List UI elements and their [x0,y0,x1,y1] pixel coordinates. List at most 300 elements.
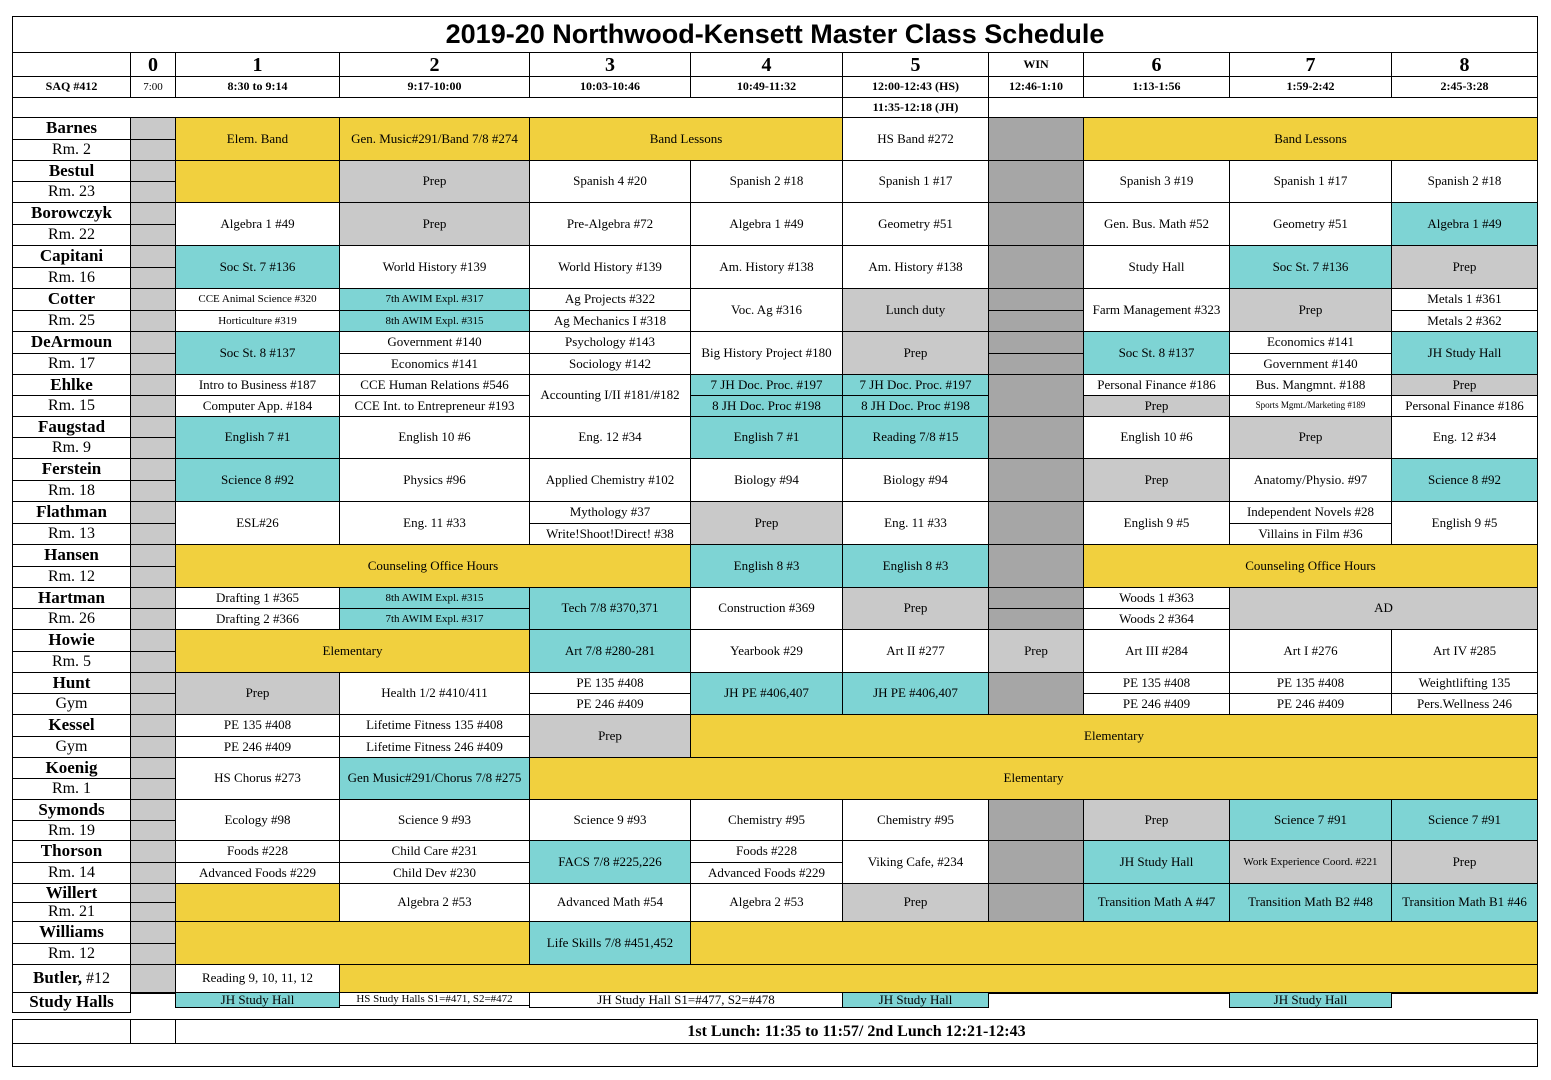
class-cell: Art IV #285 [1391,629,1538,673]
class-cell: JH PE #406,407 [842,672,989,715]
period-zero-cell [130,458,176,481]
period-zero-cell [130,902,176,922]
class-cell: Elementary [529,757,1538,800]
class-cell: Child Dev #230 [339,862,530,884]
class-cell: Drafting 1 #365 [175,587,340,609]
class-cell: Horticulture #319 [175,310,340,332]
class-cell: Counseling Office Hours [1083,544,1538,588]
teacher-room: Rm. 14 [12,862,131,884]
class-cell: Tech 7/8 #370,371 [529,587,691,630]
class-cell: Physics #96 [339,458,530,502]
class-cell: Gen. Bus. Math #52 [1083,202,1230,246]
period-zero-cell [130,943,176,965]
teacher-name: DeArmoun [12,331,131,354]
class-cell: Geometry #51 [1229,202,1392,246]
class-cell [1391,992,1538,994]
class-cell: Algebra 1 #49 [175,202,340,246]
class-cell: Eng. 11 #33 [339,501,530,545]
class-cell: Metals 1 #361 [1391,288,1538,311]
period-zero-cell [130,437,176,459]
class-cell: Algebra 2 #53 [690,883,843,922]
class-cell: Elementary [175,629,530,673]
lunch-block [988,374,1084,417]
teacher-room: Rm. 19 [12,820,131,841]
period-zero-cell [130,587,176,609]
period-zero-cell [130,160,176,182]
teacher-name: Ehlke [12,374,131,396]
class-cell: Intro to Business #187 [175,374,340,396]
class-cell: Ag Projects #322 [529,288,691,311]
class-cell: Transition Math A #47 [1083,883,1230,922]
prep-cell: Prep [175,672,340,715]
period-zero-cell [130,353,176,375]
class-cell: Science 8 #92 [175,458,340,502]
class-cell [175,160,340,203]
class-cell: Eng. 12 #34 [529,416,691,459]
class-cell: Spanish 3 #19 [1083,160,1230,203]
period-zero-cell [130,245,176,268]
class-cell: Art 7/8 #280-281 [529,629,691,673]
class-cell: Personal Finance #186 [1083,374,1230,396]
class-cell: Band Lessons [529,117,843,161]
teacher-room: Rm. 12 [12,566,131,588]
class-cell: Government #140 [1229,353,1392,375]
class-cell: Mythology #37 [529,501,691,524]
teacher-name: Willert [12,883,131,903]
class-cell: Geometry #51 [842,202,989,246]
class-cell: ESL#26 [175,501,340,545]
class-cell: English 10 #6 [339,416,530,459]
teacher-room: #12 [85,969,110,987]
teacher-name: Bestul [12,160,131,182]
class-cell: JH Study Hall [1391,331,1538,375]
class-cell: JH PE #406,407 [690,672,843,715]
class-cell: JH Study Hall [175,992,340,1008]
teacher-name: Barnes [12,117,131,140]
class-cell: Lifetime Fitness 135 #408 [339,714,530,737]
period-header-2: 2 [339,52,530,77]
class-cell: Chemistry #95 [842,799,989,841]
class-cell: Gen Music#291/Chorus 7/8 #275 [339,757,530,800]
period-time: 2:45-3:28 [1391,76,1538,98]
class-cell: Spanish 2 #18 [690,160,843,203]
class-cell: Algebra 1 #49 [1391,202,1538,246]
class-cell: Economics #141 [339,353,530,375]
period-header-4: 4 [690,52,843,77]
class-cell: Life Skills 7/8 #451,452 [529,921,691,965]
class-cell: Advanced Foods #229 [690,862,843,884]
prep-cell: Prep [1391,245,1538,289]
period-zero-cell [130,544,176,567]
period-zero-cell [130,629,176,652]
period-zero-cell [130,992,176,994]
class-cell: Foods #228 [175,840,340,863]
class-cell: PE 246 #409 [1229,693,1392,715]
class-cell: Soc St. 8 #137 [175,331,340,375]
teacher-room: Rm. 2 [12,139,131,161]
class-cell: Transition Math B2 #48 [1229,883,1392,922]
lunch-block [988,202,1084,246]
prep-cell: Prep [529,714,691,758]
class-cell: Science 8 #92 [1391,458,1538,502]
class-cell: Woods 2 #364 [1083,608,1230,630]
teacher-room: Rm. 18 [12,480,131,502]
period-zero-cell [130,416,176,438]
study-halls-label: Study Halls [12,992,131,1013]
period-zero-cell [130,778,176,800]
period-header-1: 1 [175,52,340,77]
teacher-room: Gym [12,736,131,758]
prep-cell: Prep [339,160,530,203]
lunch-block [988,353,1084,375]
teacher-room: Rm. 1 [12,778,131,800]
period-zero-cell [130,672,176,694]
lunch-times-footer: 1st Lunch: 11:35 to 11:57/ 2nd Lunch 12:21-12:43 [175,1019,1538,1044]
class-cell: 7 JH Doc. Proc. #197 [690,374,843,396]
class-cell: Drafting 2 #366 [175,608,340,630]
class-cell: 8 JH Doc. Proc #198 [690,395,843,417]
period-zero-cell [130,736,176,758]
class-cell: Biology #94 [690,458,843,502]
period-zero-cell [130,693,176,715]
prep-cell: Work Experience Coord. #221 [1229,840,1392,884]
teacher-name: Williams [12,921,131,944]
teacher-name: Hansen [12,544,131,567]
period-zero-cell [130,757,176,779]
class-cell: Algebra 2 #53 [339,883,530,922]
class-cell: Farm Management #323 [1083,288,1230,332]
teacher-room: Rm. 13 [12,523,131,545]
class-cell: World History #139 [339,245,530,289]
jh-time: 11:35-12:18 (JH) [842,97,989,118]
class-cell: Chemistry #95 [690,799,843,841]
class-cell: HS Chorus #273 [175,757,340,800]
class-cell: HS Band #272 [842,117,989,161]
prep-cell: AD [1229,587,1538,630]
class-cell: CCE Human Relations #546 [339,374,530,396]
period-zero-cell [130,117,176,140]
class-cell: JH Study Hall S1=#477, S2=#478 [529,992,843,1008]
class-cell: Art III #284 [1083,629,1230,673]
teacher-room: Rm. 25 [12,310,131,332]
class-cell: Voc. Ag #316 [690,288,843,332]
class-cell: 8 JH Doc. Proc #198 [842,395,989,417]
class-cell: Soc St. 8 #137 [1083,331,1230,375]
prep-cell: Prep [1391,374,1538,396]
class-cell: Transition Math B1 #46 [1391,883,1538,922]
teacher-room: Rm. 17 [12,353,131,375]
class-cell: Government #140 [339,331,530,354]
teacher-room: Rm. 12 [12,943,131,965]
teacher-name: Thorson [12,840,131,863]
period-zero-cell [130,139,176,161]
class-cell: Science 9 #93 [529,799,691,841]
class-cell [175,921,530,965]
period-zero-cell [130,608,176,630]
teacher-name: Cotter [12,288,131,311]
class-cell: Spanish 1 #17 [1229,160,1392,203]
period-zero-cell [130,288,176,311]
class-cell: Am. History #138 [690,245,843,289]
class-cell: English 9 #5 [1083,501,1230,545]
prep-cell: Prep [1083,395,1230,417]
class-cell: English 8 #3 [842,544,989,588]
class-cell: Reading 7/8 #15 [842,416,989,459]
period-zero-cell [130,566,176,588]
class-cell: Applied Chemistry #102 [529,458,691,502]
class-cell: 7 JH Doc. Proc. #197 [842,374,989,396]
prep-cell: Prep [842,331,989,375]
prep-cell: Prep [690,501,843,545]
class-cell: Metals 2 #362 [1391,310,1538,332]
period-zero-cell [130,267,176,289]
teacher-butler [12,964,131,993]
class-cell: JH Study Hall [1083,840,1230,884]
prep-cell: Prep [842,587,989,630]
period-zero-cell [130,181,176,203]
period-zero-cell [130,921,176,944]
period-time: 10:49-11:32 [690,76,843,98]
class-cell: Construction #369 [690,587,843,630]
lunch-block [988,160,1084,203]
period-time: 10:03-10:46 [529,76,691,98]
period-time: 12:00-12:43 (HS) [842,76,989,98]
class-cell: Am. History #138 [842,245,989,289]
period-zero-cell [130,651,176,673]
prep-cell: Prep [1391,840,1538,884]
prep-cell: Prep [842,883,989,922]
class-cell: Woods 1 #363 [1083,587,1230,609]
teacher-name: Koenig [12,757,131,779]
period-header-0: 0 [130,52,176,77]
period-header-3: 3 [529,52,691,77]
class-cell: Science 7 #91 [1391,799,1538,841]
period-zero-cell [130,374,176,396]
period-zero-cell [130,883,176,903]
lunch-block [988,672,1084,715]
period-zero-cell [130,840,176,863]
class-cell: HS Study Halls S1=#471, S2=#472 [339,992,530,1006]
class-cell: 7th AWIM Expl. #317 [339,288,530,311]
teacher-room: Rm. 21 [12,902,131,922]
class-cell: Health 1/2 #410/411 [339,672,530,715]
class-cell: English 8 #3 [690,544,843,588]
period-time: 1:59-2:42 [1229,76,1392,98]
class-cell: Weightlifting 135 [1391,672,1538,694]
room-code: SAQ #412 [12,76,131,98]
prep-cell: Lunch duty [842,288,989,332]
page-title: 2019-20 Northwood-Kensett Master Class Schedule [12,16,1538,53]
class-cell: Big History Project #180 [690,331,843,375]
period-zero-cell [130,799,176,821]
period-time: 1:13-1:56 [1083,76,1230,98]
class-cell: Ecology #98 [175,799,340,841]
period-time: 8:30 to 9:14 [175,76,340,98]
class-cell: 7th AWIM Expl. #317 [339,608,530,630]
lunch-block [988,310,1084,332]
class-cell: Yearbook #29 [690,629,843,673]
lunch-block [988,799,1084,841]
teacher-room: Rm. 16 [12,267,131,289]
class-cell: 8th AWIM Expl. #315 [339,310,530,332]
class-cell: Write!Shoot!Direct! #38 [529,523,691,545]
lunch-block [988,544,1084,588]
lunch-block [988,117,1084,161]
class-cell: Pre-Algebra #72 [529,202,691,246]
class-cell: English 7 #1 [690,416,843,459]
footer-blank-row [12,1043,1538,1067]
teacher-name: Ferstein [12,458,131,481]
period-header-win: WIN [988,52,1084,77]
class-cell: Lifetime Fitness 246 #409 [339,736,530,758]
lunch-block [988,458,1084,502]
class-cell: JH Study Hall [1229,992,1392,1008]
teacher-name: Borowczyk [12,202,131,225]
period-zero-cell [130,395,176,417]
teacher-name: Hunt [12,672,131,694]
class-cell: PE 246 #409 [175,736,340,758]
teacher-name: Butler, [33,968,82,988]
teacher-room: Gym [12,693,131,715]
period-header-blank [12,52,131,77]
class-cell: Elementary [690,714,1538,758]
footer-blank [130,1019,176,1044]
class-cell: Independent Novels #28 [1229,501,1392,524]
teacher-room: Rm. 9 [12,437,131,459]
class-cell: Eng. 12 #34 [1391,416,1538,459]
class-cell: Pers.Wellness 246 [1391,693,1538,715]
class-cell: CCE Animal Science #320 [175,288,340,311]
class-cell: PE 135 #408 [175,714,340,737]
period-header-6: 6 [1083,52,1230,77]
period-zero-cell [130,501,176,524]
class-cell: Science 7 #91 [1229,799,1392,841]
class-cell: Soc St. 7 #136 [175,245,340,289]
class-cell: English 7 #1 [175,416,340,459]
teacher-name: Faugstad [12,416,131,438]
class-cell: Accounting I/II #181/#182 [529,374,691,417]
period-time: 9:17-10:00 [339,76,530,98]
teacher-name: Symonds [12,799,131,821]
class-cell: PE 135 #408 [529,672,691,694]
class-cell: PE 135 #408 [1083,672,1230,694]
period-header-7: 7 [1229,52,1392,77]
class-cell: Algebra 1 #49 [690,202,843,246]
class-cell: Biology #94 [842,458,989,502]
lunch-block [988,608,1084,630]
prep-cell: Prep [339,202,530,246]
class-cell: Ag Mechanics I #318 [529,310,691,332]
jh-time-blank [988,97,1538,118]
period-zero-cell [130,714,176,737]
lunch-block [988,416,1084,459]
teacher-room: Rm. 15 [12,395,131,417]
lunch-block [988,288,1084,311]
teacher-name: Kessel [12,714,131,737]
class-cell: Sports Mgmt./Marketing #189 [1229,395,1392,417]
class-cell: Bus. Mangmnt. #188 [1229,374,1392,396]
teacher-name: Capitani [12,245,131,268]
class-cell: 8th AWIM Expl. #315 [339,587,530,609]
lunch-block [988,245,1084,289]
teacher-room: Rm. 22 [12,224,131,246]
period-zero-cell [130,310,176,332]
period-zero-cell [130,202,176,225]
period-time: 12:46-1:10 [988,76,1084,98]
class-cell: Eng. 11 #33 [842,501,989,545]
period-zero-cell [130,480,176,502]
class-cell: Anatomy/Physio. #97 [1229,458,1392,502]
class-cell: Art II #277 [842,629,989,673]
class-cell: Counseling Office Hours [175,544,691,588]
class-cell [690,921,1538,965]
class-cell: Band Lessons [1083,117,1538,161]
lunch-block [988,883,1084,922]
period-zero-cell [130,862,176,884]
class-cell: JH Study Hall [842,992,989,1008]
class-cell: Spanish 1 #17 [842,160,989,203]
class-cell [339,964,1538,993]
teacher-room: Rm. 5 [12,651,131,673]
teacher-name: Howie [12,629,131,652]
class-cell: Child Care #231 [339,840,530,863]
class-cell: Art I #276 [1229,629,1392,673]
class-cell: English 9 #5 [1391,501,1538,545]
class-cell: PE 246 #409 [529,693,691,715]
class-cell: Economics #141 [1229,331,1392,354]
lunch-block [988,587,1084,609]
prep-cell: Prep [1083,799,1230,841]
class-cell: Villains in Film #36 [1229,523,1392,545]
class-cell: Spanish 2 #18 [1391,160,1538,203]
class-cell: Elem. Band [175,117,340,161]
footer-blank [12,1019,131,1044]
class-cell: Study Hall [1083,245,1230,289]
teacher-name: Hartman [12,587,131,609]
class-cell: Reading 9, 10, 11, 12 [175,964,340,993]
class-cell: Spanish 4 #20 [529,160,691,203]
class-cell: Psychology #143 [529,331,691,354]
prep-cell: Prep [1229,416,1392,459]
teacher-room: Rm. 26 [12,608,131,630]
lunch-block [988,331,1084,354]
period-header-8: 8 [1391,52,1538,77]
period-time: 7:00 [130,76,176,98]
period-zero-cell [130,964,176,993]
period-zero-cell [130,331,176,354]
class-cell: PE 246 #409 [1083,693,1230,715]
class-cell [1083,992,1230,994]
class-cell [175,883,340,922]
prep-cell: Prep [1229,288,1392,332]
teacher-room: Rm. 23 [12,181,131,203]
class-cell: Viking Cafe, #234 [842,840,989,884]
class-cell: Foods #228 [690,840,843,863]
class-cell: FACS 7/8 #225,226 [529,840,691,884]
class-cell: Computer App. #184 [175,395,340,417]
lunch-block [988,840,1084,884]
class-cell: Personal Finance #186 [1391,395,1538,417]
teacher-name: Flathman [12,501,131,524]
prep-cell: Prep [988,629,1084,673]
class-cell: Advanced Foods #229 [175,862,340,884]
period-zero-cell [130,820,176,841]
class-cell: Soc St. 7 #136 [1229,245,1392,289]
jh-time-blank [12,97,843,118]
prep-cell: Prep [1083,458,1230,502]
class-cell: Advanced Math #54 [529,883,691,922]
class-cell: Science 9 #93 [339,799,530,841]
